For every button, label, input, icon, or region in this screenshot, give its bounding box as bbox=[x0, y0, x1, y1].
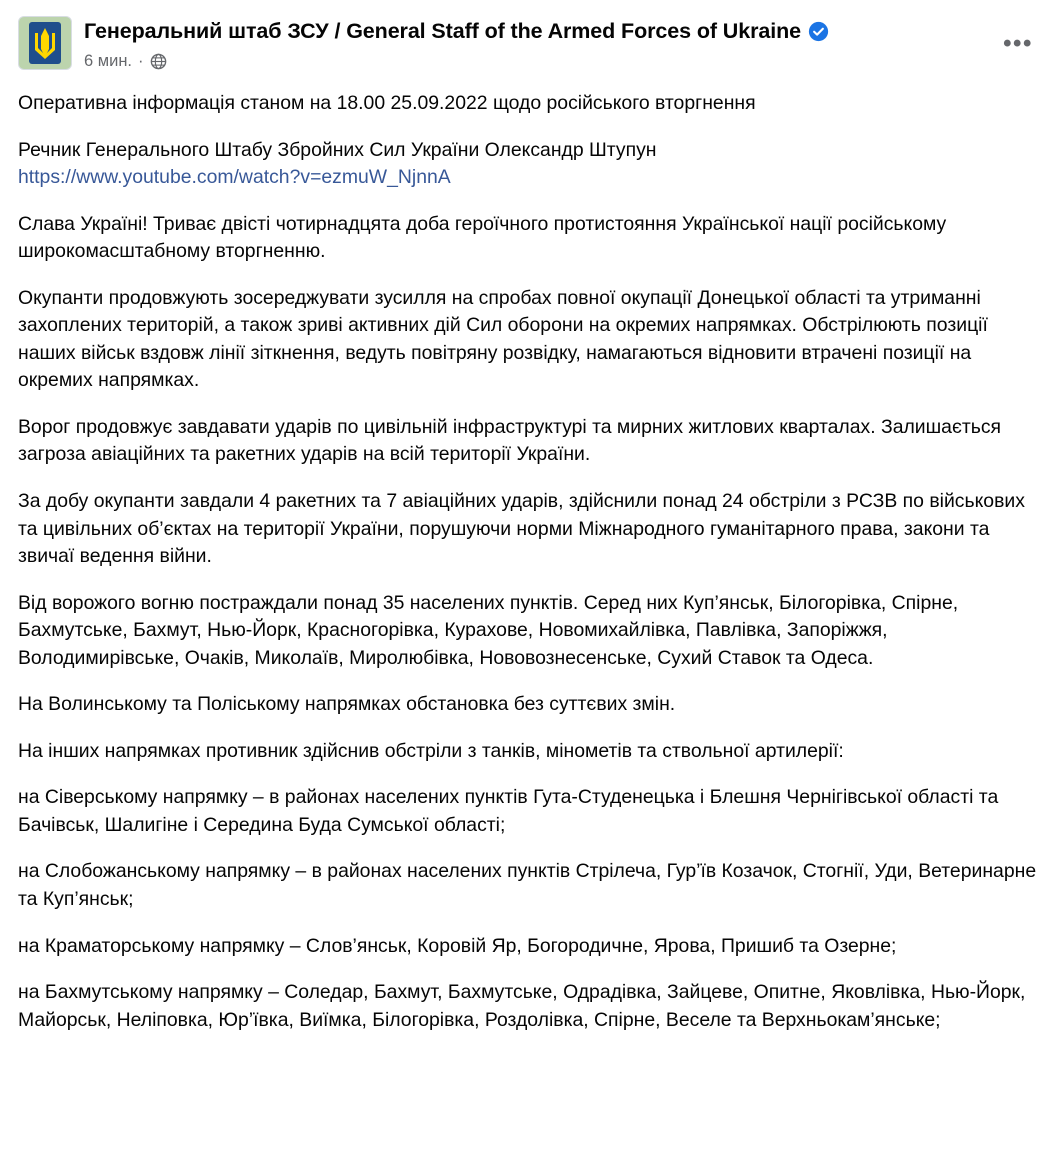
post-header-text bbox=[84, 16, 1040, 71]
youtube-link[interactable]: https://www.youtube.com/watch?v=ezmuW_NjnnA bbox=[18, 166, 451, 189]
post-paragraph: Від ворожого вогню постраждали понад 35 населених пунктів. Серед них Куп’янськ, Білогорівка, Спірне, Бахмутське, Бахмут, Нью-Йорк, Красногорівка, Курахове, Новомихайлівка, Павлівка, Запоріжжя, Володимирівське, Очаків, Миколаїв, Миролюбівка, Нововознесенське, Сухий Ставок та Одеса. bbox=[18, 591, 959, 669]
post-meta bbox=[84, 52, 1040, 71]
post-paragraph: на Сіверському напрямку – в районах населених пунктів Гута-Студенецька і Блешня Чернігівської області та Бачівськ, Шалигіне і Середина Буда Сумської області; bbox=[18, 786, 999, 836]
post-paragraph: Окупанти продовжують зосереджувати зусилля на спробах повної окупації Донецької області та утриманні захоплених територій, а також зриві активних дій Сил оборони на окремих напрямках. Обстрілюють позиції наших військ вздовж лінії зіткнення, ведуть повітряну розвідку, намагаються відновити втрачені позиції на окремих напрямках. bbox=[18, 286, 988, 392]
post-paragraph: Оперативна інформація станом на 18.00 25.09.2022 щодо російського вторгнення bbox=[18, 92, 756, 114]
post-paragraph: на Бахмутському напрямку – Соледар, Бахмут, Бахмутське, Одрадівка, Зайцеве, Опитне, Яковлівка, Нью-Йорк, Майорськ, Неліповка, Юр’ївка, Виїмка, Білогорівка, Роздолівка, Спірне, Веселе та Верхньокам’янське; bbox=[18, 981, 1026, 1031]
post-paragraph: Ворог продовжує завдавати ударів по цивільній інфраструктурі та мирних житлових кварталах. Залишається загроза авіаційних та ракетних ударів на всій території України. bbox=[18, 415, 1002, 466]
post-paragraph: на Слобожанському напрямку – в районах населених пунктів Стрілеча, Гур’їв Козачок, Стогнії, Уди, Ветеринарне та Куп’янськ; bbox=[18, 860, 1037, 911]
author-name[interactable]: Генеральний штаб ЗСУ / General Staff of the Armed Forces of Ukraine bbox=[84, 19, 801, 43]
post-paragraph: Слава Україні! Триває двісті чотирнадцята доба героїчного протистояння Української нації російському широкомасштабному вторгненню. bbox=[18, 212, 947, 263]
author-line bbox=[84, 19, 1040, 45]
post-paragraph: За добу окупанти завдали 4 ракетних та 7 авіаційних ударів, здійснили понад 24 обстріли з РСЗВ по військових та цивільних об’єктах на території України, порушуючи норми Міжнародного гуманітарного права, закони та звичаї ведення війни. bbox=[18, 490, 1025, 568]
post-paragraph-text: Речник Генерального Штабу Збройних Сил України Олександр Штупун bbox=[18, 138, 657, 161]
more-options-label: ••• bbox=[1003, 30, 1033, 57]
post-paragraph: На інших напрямках противник здійснив обстріли з танків, мінометів та ствольної артилерії: bbox=[18, 739, 844, 762]
coat-of-arms-icon bbox=[22, 19, 68, 67]
post-header bbox=[18, 16, 1040, 72]
post-body bbox=[18, 90, 1040, 1034]
post-paragraph: На Волинському та Поліському напрямках обстановка без суттєвих змін. bbox=[18, 693, 676, 716]
post-paragraph: на Краматорському напрямку – Слов’янськ, Коровій Яр, Богородичне, Ярова, Пришиб та Озерне; bbox=[18, 934, 897, 957]
more-options-button[interactable] bbox=[998, 24, 1038, 64]
meta-separator: · bbox=[138, 51, 144, 70]
avatar[interactable] bbox=[18, 16, 72, 70]
post-paragraph-with-link bbox=[18, 137, 1040, 192]
verified-badge-icon bbox=[808, 21, 829, 42]
post-timestamp[interactable]: 6 мин. bbox=[84, 51, 133, 70]
globe-icon[interactable] bbox=[150, 53, 167, 70]
